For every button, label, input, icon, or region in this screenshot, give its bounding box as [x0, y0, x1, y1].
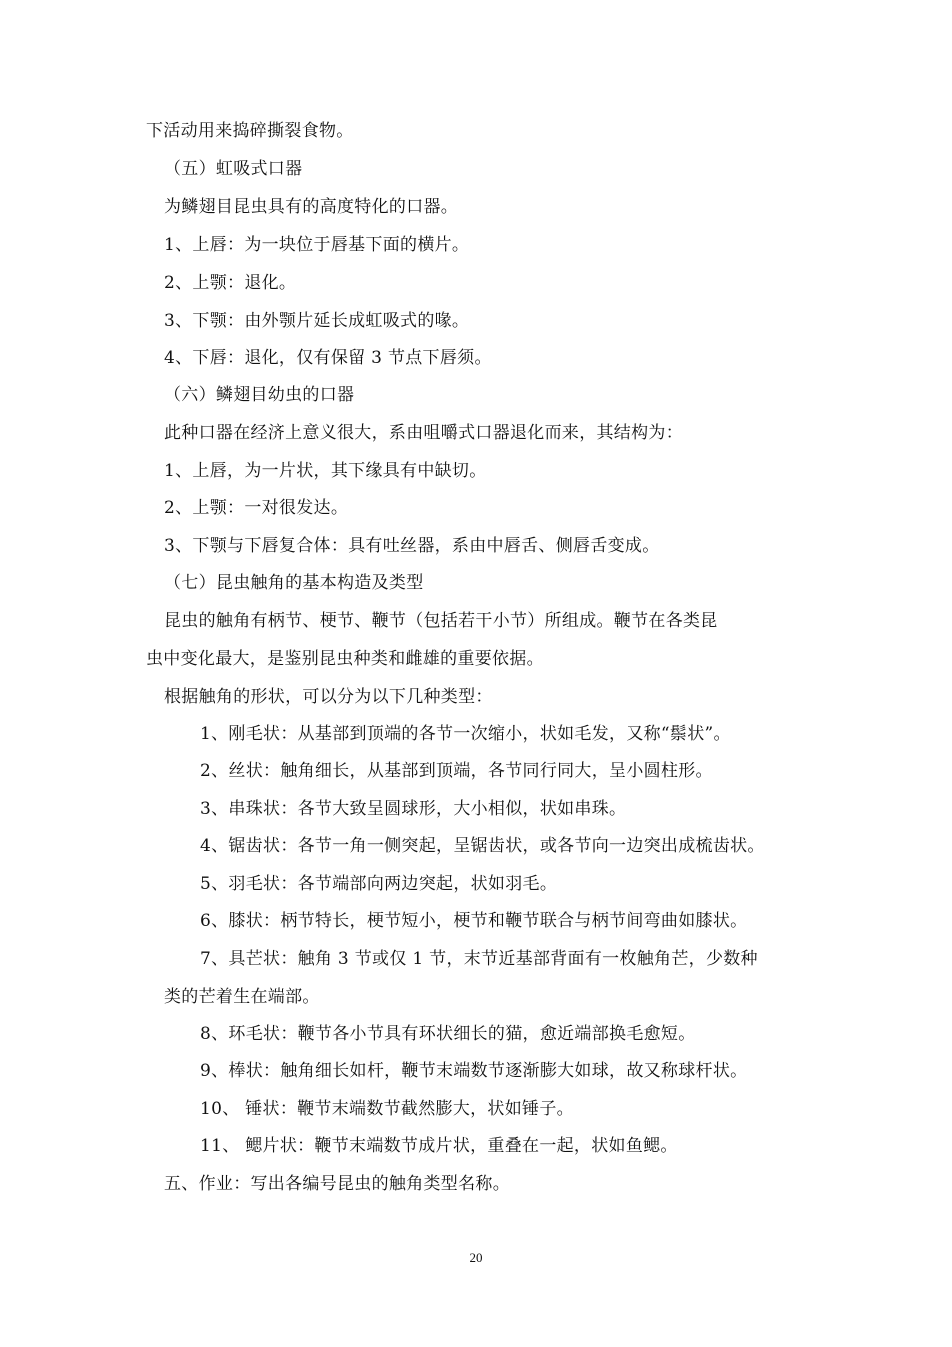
list-item: 2、上颚：一对很发达。 [164, 498, 349, 518]
list-item: 2、上颚：退化。 [164, 273, 297, 293]
text-line: 为鳞翅目昆虫具有的高度特化的口器。 [164, 197, 459, 217]
text-line: 根据触角的形状，可以分为以下几种类型： [164, 687, 493, 707]
list-item: 1、上唇：为一块位于唇基下面的横片。 [164, 235, 470, 255]
antenna-type-item: 10、 锤状：鞭节末端数节截然膨大，状如锤子。 [200, 1099, 574, 1119]
list-item: 1、上唇，为一片状，其下缘具有中缺切。 [164, 461, 487, 481]
text-line-continuation: 下活动用来捣碎撕裂食物。 [146, 121, 354, 141]
antenna-type-item: 6、膝状：柄节特长，梗节短小，梗节和鞭节联合与柄节间弯曲如膝状。 [200, 911, 748, 931]
heading-antenna-types: （七）昆虫触角的基本构造及类型 [164, 573, 424, 593]
text-line-continuation: 类的芒着生在端部。 [164, 987, 320, 1007]
antenna-type-item: 3、串珠状：各节大致呈圆球形，大小相似，状如串珠。 [200, 799, 627, 819]
text-line-continuation: 虫中变化最大，是鉴别昆虫种类和雌雄的重要依据。 [146, 649, 544, 669]
antenna-type-item: 8、环毛状：鞭节各小节具有环状细长的猫，愈近端部换毛愈短。 [200, 1024, 696, 1044]
heading-larva-mouthparts: （六）鳞翅目幼虫的口器 [164, 385, 355, 405]
list-item: 3、下颚与下唇复合体：具有吐丝器，系由中唇舌、侧唇舌变成。 [164, 536, 660, 556]
heading-siphoning-mouthparts: （五）虹吸式口器 [164, 159, 303, 179]
list-item: 4、下唇：退化，仅有保留 3 节点下唇须。 [164, 348, 492, 368]
text-line: 昆虫的触角有柄节、梗节、鞭节（包括若干小节）所组成。鞭节在各类昆 [164, 611, 718, 631]
antenna-type-item: 1、刚毛状：从基部到顶端的各节一次缩小，状如毛发，又称“鬃状”。 [200, 724, 731, 744]
antenna-type-item: 9、棒状：触角细长如杆，鞭节末端数节逐渐膨大如球，故又称球杆状。 [200, 1061, 748, 1081]
antenna-type-item: 7、具芒状：触角 3 节或仅 1 节，末节近基部背面有一枚触角芒，少数种 [200, 949, 758, 969]
antenna-type-item: 11、 鳃片状：鞭节末端数节成片状，重叠在一起，状如鱼鳃。 [200, 1136, 678, 1156]
antenna-type-item: 4、锯齿状：各节一角一侧突起，呈锯齿状，或各节向一边突出成梳齿状。 [200, 836, 765, 856]
antenna-type-item: 5、羽毛状：各节端部向两边突起，状如羽毛。 [200, 874, 558, 894]
text-line: 此种口器在经济上意义很大，系由咀嚼式口器退化而来，其结构为： [164, 423, 683, 443]
antenna-type-item: 2、丝状：触角细长，从基部到顶端，各节同行同大，呈小圆柱形。 [200, 761, 713, 781]
homework-line: 五、作业：写出各编号昆虫的触角类型名称。 [164, 1174, 510, 1194]
list-item: 3、下颚：由外颚片延长成虹吸式的喙。 [164, 311, 470, 331]
page-number: 20 [469, 1250, 483, 1265]
